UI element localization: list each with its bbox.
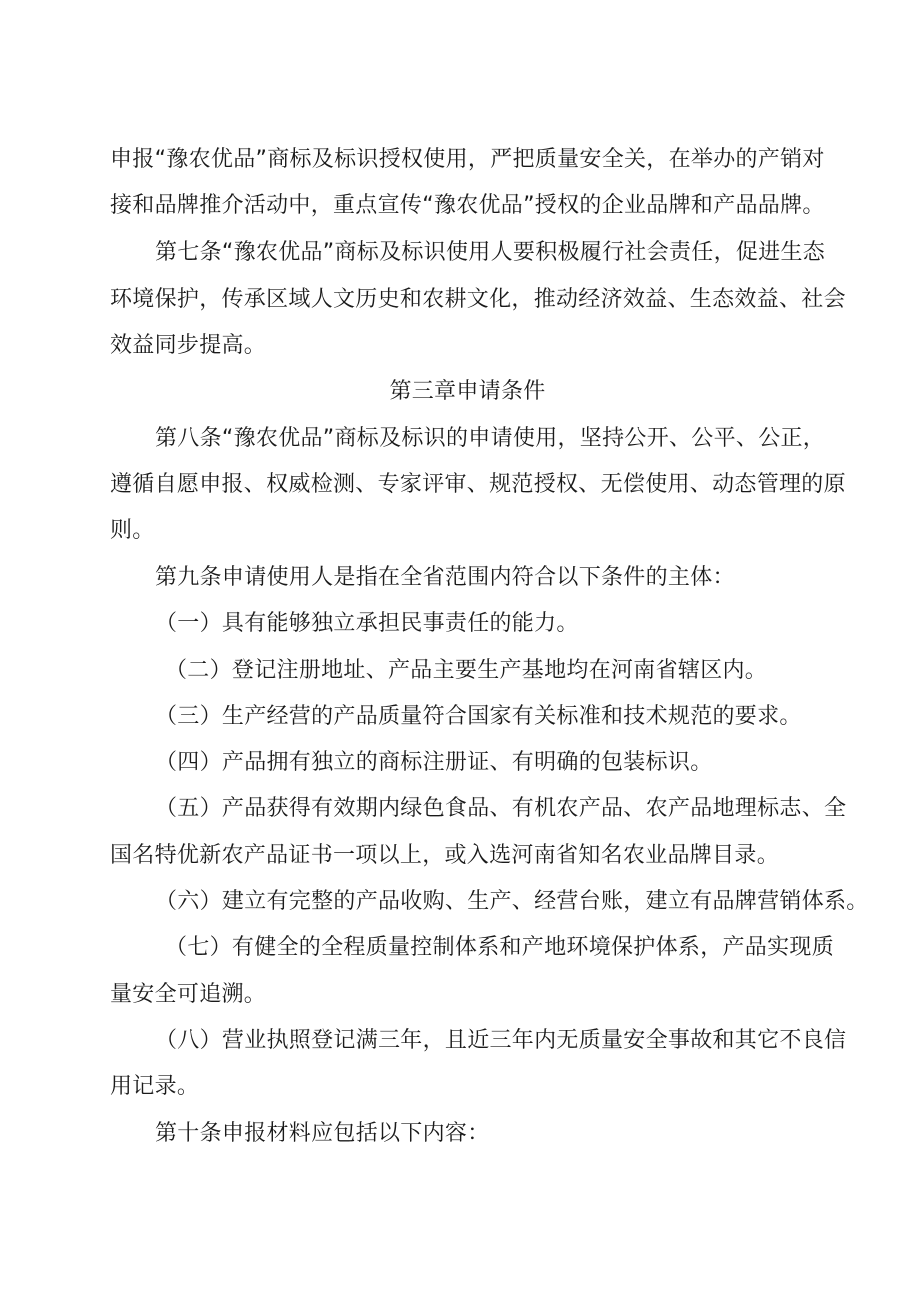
body-text-line: 用记录。 — [110, 1074, 200, 1099]
body-text-line: 遵循自愿申报、权威检测、专家评审、规范授权、无偿使用、动态管理的原 — [110, 472, 846, 497]
list-item-1: （一）具有能够独立承担民事责任的能力。 — [155, 611, 579, 636]
body-text-line: 环境保护，传承区域人文历史和农耕文化，推动经济效益、生态效益、社会 — [110, 287, 846, 312]
list-item-6: （六）建立有完整的产品收购、生产、经营台账，建立有品牌营销体系。 — [155, 889, 869, 914]
body-text-line: 量安全可追溯。 — [110, 982, 267, 1007]
list-item-7: （七）有健全的全程质量控制体系和产地环境保护体系，产品实现质 — [165, 935, 835, 960]
body-text-line: 则。 — [110, 518, 155, 543]
body-text-line: 申报“豫农优品”商标及标识授权使用，严把质量安全关，在举办的产销对 — [110, 147, 825, 172]
body-text-line: 接和品牌推介活动中，重点宣传“豫农优品”授权的企业品牌和产品品牌。 — [110, 193, 825, 218]
chapter-heading: 第三章申请条件 — [389, 379, 546, 404]
article-8-text: 第八条“豫农优品”商标及标识的申请使用，坚持公开、公平、公正， — [155, 426, 826, 451]
list-item-2: （二）登记注册地址、产品主要生产基地均在河南省辖区内。 — [165, 658, 768, 683]
list-item-8: （八）营业执照登记满三年，且近三年内无质量安全事故和其它不良信 — [155, 1028, 847, 1053]
article-9-text: 第九条申请使用人是指在全省范围内符合以下条件的主体： — [155, 565, 735, 590]
article-7-text: 第七条“豫农优品”商标及标识使用人要积极履行社会责任，促进生态 — [155, 240, 826, 265]
article-10-text: 第十条申报材料应包括以下内容： — [155, 1121, 490, 1146]
body-text-line: 效益同步提高。 — [110, 333, 267, 358]
list-item-3: （三）生产经营的产品质量符合国家有关标准和技术规范的要求。 — [155, 704, 802, 729]
list-item-5: （五）产品获得有效期内绿色食品、有机农产品、农产品地理标志、全 — [155, 796, 847, 821]
list-item-4: （四）产品拥有独立的商标注册证、有明确的包装标识。 — [155, 750, 713, 775]
body-text-line: 国名特优新农产品证书一项以上，或入选河南省知名农业品牌目录。 — [110, 843, 780, 868]
